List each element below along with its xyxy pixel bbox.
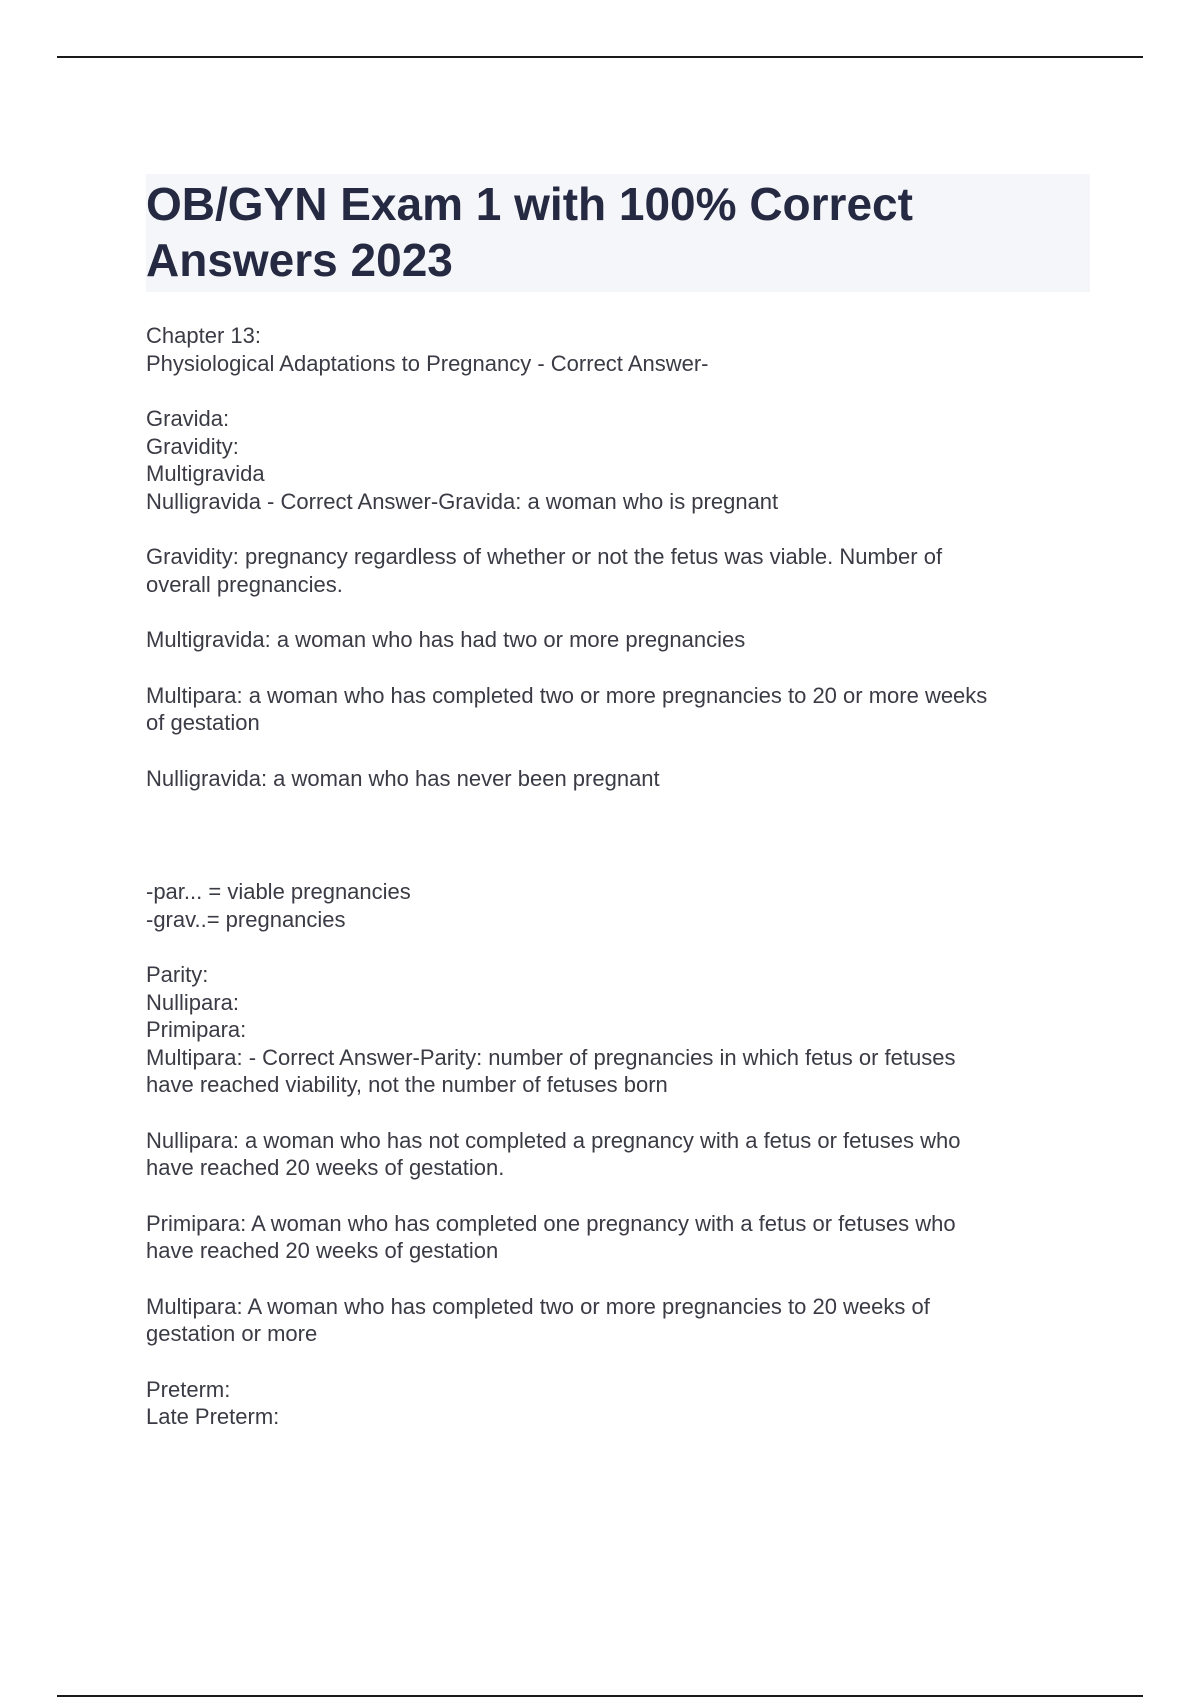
title-line: Answers 2023 <box>146 234 453 286</box>
text-line: Gravidity: <box>146 433 239 459</box>
header-rule <box>57 56 1143 58</box>
definition-nullipara <box>146 1127 1090 1182</box>
definition-gravidity <box>146 543 1090 598</box>
document-title <box>146 176 1090 288</box>
text-line: Multigravida: a woman who has had two or more pregnancies <box>146 627 746 652</box>
text-line: Multigravida <box>146 461 265 486</box>
text-line: -grav..= pregnancies <box>146 906 346 932</box>
text-line: Multipara: a woman who has completed two or more pregnancies to 20 or more weeks <box>146 682 988 708</box>
text-line: Nulligravida - Correct Answer-Gravida: a woman who is pregnant <box>146 488 779 514</box>
text-line: -par... = viable pregnancies <box>146 879 411 904</box>
text-line: gestation or more <box>146 1321 318 1346</box>
text-line: Nulligravida: a woman who has never been pregnant <box>146 765 660 791</box>
text-line: Nullipara: <box>146 989 239 1015</box>
definition-nulligravida <box>146 765 1090 793</box>
title-block <box>146 174 1090 292</box>
text-line: Late Preterm: <box>146 1404 280 1429</box>
chapter-heading <box>146 322 1090 377</box>
definition-primipara <box>146 1210 1090 1265</box>
definition-multipara-2 <box>146 1293 1090 1348</box>
text-line: Gravidity: pregnancy regardless of whether or not the fetus was viable. Number of <box>146 544 943 569</box>
text-line: have reached 20 weeks of gestation <box>146 1238 499 1263</box>
definition-multipara <box>146 682 1090 737</box>
text-line: Chapter 13: <box>146 323 261 348</box>
qa-block-parity <box>146 961 1090 1099</box>
document-body <box>146 174 1090 1431</box>
text-line: Nullipara: a woman who has not completed a pregnancy with a fetus or fetuses who <box>146 1127 961 1153</box>
title-line: OB/GYN Exam 1 with 100% Correct <box>146 178 913 230</box>
text-line: of gestation <box>146 710 260 735</box>
text-line: Multipara: A woman who has completed two or more pregnancies to 20 weeks of <box>146 1293 930 1319</box>
text-line: Primipara: <box>146 1017 247 1042</box>
text-line: have reached 20 weeks of gestation. <box>146 1155 505 1180</box>
footer-rule <box>57 1695 1143 1697</box>
text-line: Gravida: <box>146 406 230 431</box>
text-line: Parity: <box>146 962 209 987</box>
text-line: overall pregnancies. <box>146 571 343 597</box>
text-line: Physiological Adaptations to Pregnancy - Correct Answer- <box>146 350 709 376</box>
definition-multigravida <box>146 626 1090 654</box>
text-line: have reached viability, not the number of fetuses born <box>146 1072 668 1097</box>
mnemonic-block <box>146 878 1090 933</box>
qa-block-preterm <box>146 1376 1090 1431</box>
text-line: Preterm: <box>146 1376 231 1402</box>
text-line: Primipara: A woman who has completed one pregnancy with a fetus or fetuses who <box>146 1210 956 1236</box>
qa-block-gravida <box>146 405 1090 515</box>
text-line: Multipara: - Correct Answer-Parity: number of pregnancies in which fetus or fetuses <box>146 1044 956 1070</box>
